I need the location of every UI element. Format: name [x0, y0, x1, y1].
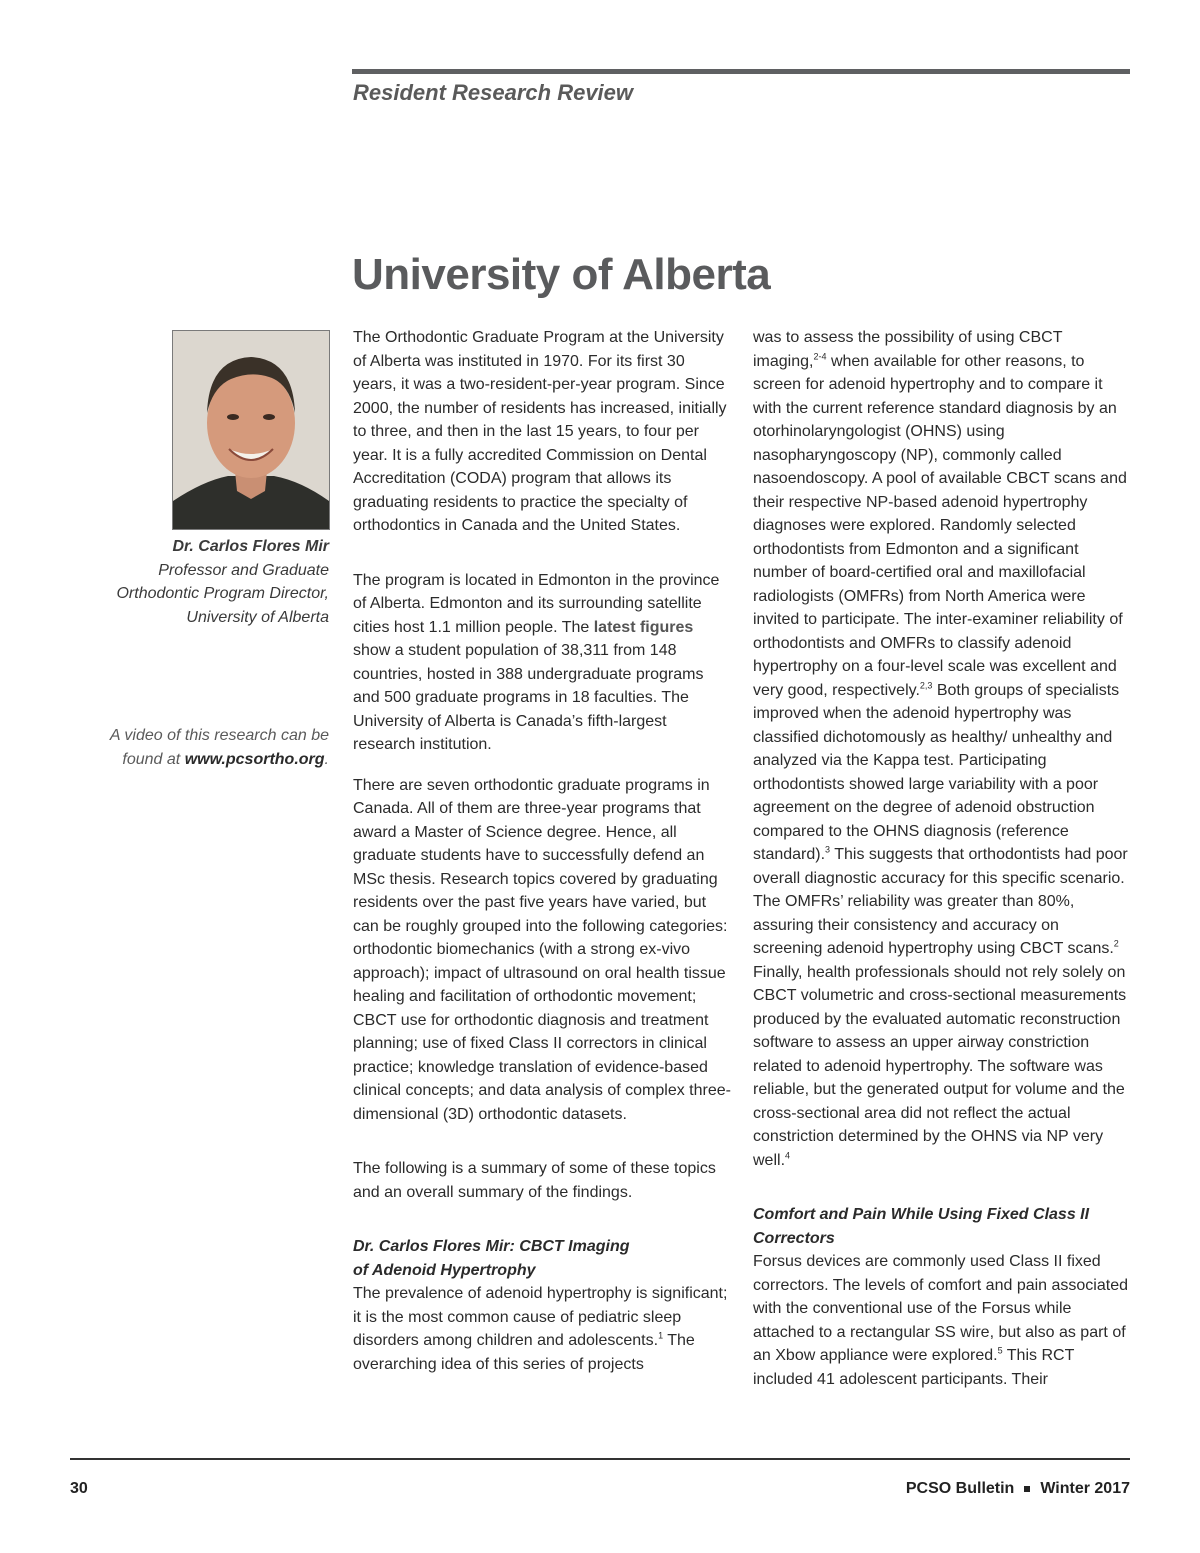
caption-role-line3: University of Alberta	[186, 608, 329, 626]
reference-2-4: 2-4	[813, 351, 827, 362]
paragraph-prevalence-text-b: The overarching idea of this series of projects	[353, 1332, 695, 1373]
cbct-text-d: This suggests that orthodontists had poor overall diagnostic accuracy for this specific scenario. The OMFRs’ reliability was greater than 80%, assuring their consistency and accuracy on screening adenoid hypertrophy using CBCT scans.	[753, 846, 1128, 957]
page-title: University of Alberta	[352, 250, 771, 299]
reference-2-3: 2,3	[919, 680, 933, 691]
portrait-photo-icon	[173, 331, 329, 529]
video-link[interactable]: www.pcsortho.org	[184, 750, 325, 768]
video-note	[69, 724, 329, 771]
paragraph-forsus	[753, 1250, 1131, 1391]
paragraph-programs: There are seven orthodontic graduate programs in Canada. All of them are three-year programs that award a Master of Science degree. Hence, all graduate students have to successfully defend an MSc thesis. Research topics covered by graduating residents over the past five years have varied, but can be roughly grouped into the following categories: orthodontic biomechanics (with a strong ex-vivo approach); impact of ultrasound on oral health tissue healing and facilitation of orthodontic movement; CBCT use for orthodontic diagnosis and treatment planning; use of fixed Class II correctors in clinical practice; knowledge translation of evidence-based clinical concepts; and data analysis of complex three-dimensional (3D) orthodontic datasets.	[353, 776, 731, 1123]
video-note-end: .	[324, 750, 329, 768]
cbct-text-b: when available for other reasons, to screen for adenoid hypertrophy and to compare it with the current reference standard diagnosis by an otorhinolaryngologist (OHNS) using nasopharyngoscopy (NP), commonly called nasoendoscopy. A pool of available CBCT scans and their respective NP-based adenoid hypertrophy diagnoses were explored. Randomly selected orthodontists from Edmonton and a significant number of board-certified oral and maxillofacial radiologists (OMFRs) from North America were invited to participate. The inter-examiner reliability of orthodontists and OMFRs to classify adenoid hypertrophy on a four-level scale was excellent and very good, respectively.	[753, 352, 1127, 699]
article-column-left	[353, 326, 731, 1376]
photo-caption	[69, 535, 329, 629]
subheading-comfort-line2: Correctors	[753, 1229, 835, 1247]
cbct-text-c: Both groups of specialists improved when the adenoid hypertrophy was classified dichotomously as healthy/ unhealthy and analyzed via the Kappa test. Participating orthodontists showed large variability with a poor agreement on the degree of adenoid obstruction compared to the OHNS diagnosis (reference standard).	[753, 681, 1120, 863]
subheading-cbct-line1: Dr. Carlos Flores Mir: CBCT Imaging	[353, 1238, 630, 1255]
caption-role-line2: Orthodontic Program Director,	[116, 585, 329, 602]
paragraph-prevalence	[353, 1282, 731, 1376]
article-column-right	[753, 326, 1131, 1391]
cbct-text-e: Finally, health professionals should not rely solely on CBCT volumetric and cross-sectional measurements produced by the evaluated automatic reconstruction software to assess an upper airway constriction related to adenoid hypertrophy. The software was reliable, but the generated output for volume and the cross-sectional area did not reflect the actual constriction determined by the OHNS via NP very well.	[753, 963, 1127, 1169]
paragraph-cbct-study	[753, 326, 1131, 1172]
paragraph-location-text-b: show a student population of 38,311 from 148 countries, hosted in 388 undergraduate programs and 500 graduate programs in 18 faculties. The University of Alberta is Canada’s fifth-largest research institution.	[353, 642, 704, 753]
section-title: Resident Research Review	[353, 80, 634, 105]
subheading-cbct-line2: of Adenoid Hypertrophy	[353, 1261, 536, 1279]
caption-role-line1: Professor and Graduate	[158, 561, 329, 579]
paragraph-location	[353, 569, 731, 757]
caption-name: Dr. Carlos Flores Mir	[172, 538, 329, 555]
video-note-line2	[69, 748, 329, 772]
reference-1: 1	[658, 1330, 664, 1341]
reference-3: 3	[825, 844, 831, 855]
reference-2: 2	[1113, 938, 1119, 949]
paragraph-location-text-a: The program is located in Edmonton in the province of Alberta. Edmonton and its surrounding satellite cities host 1.1 million people. The	[353, 571, 720, 636]
paragraph-summary-intro: The following is a summary of some of these topics and an overall summary of the findings.	[353, 1160, 716, 1201]
forsus-text-b: This RCT included 41 adolescent participants. Their	[753, 1347, 1075, 1388]
cbct-text-a: was to assess the possibility of using CBCT imaging,	[753, 329, 1063, 370]
reference-4: 4	[785, 1150, 791, 1161]
separator-square-icon	[1024, 1486, 1030, 1492]
forsus-text-a: Forsus devices are commonly used Class II fixed correctors. The levels of comfort and pain associated with the conventional use of the Forsus while attached to a rectangular SS wire, but also as part of an Xbow appliance were explored.	[753, 1253, 1128, 1364]
footer-publication	[906, 1480, 1130, 1498]
header-rule	[352, 69, 1130, 74]
page-number: 30	[70, 1480, 88, 1497]
publication-name: PCSO Bulletin	[905, 1480, 1015, 1497]
subheading-comfort-line1: Comfort and Pain While Using Fixed Class II	[753, 1206, 1090, 1223]
paragraph-prevalence-text: The prevalence of adenoid hypertrophy is significant; it is the most common cause of pediatric sleep disorders among children and adolescents.	[353, 1285, 728, 1349]
video-note-line1: A video of this research can be	[109, 727, 329, 744]
latest-figures-link[interactable]: latest figures	[593, 618, 694, 636]
author-photo	[172, 330, 330, 530]
footer-rule	[70, 1458, 1130, 1460]
reference-5: 5	[997, 1345, 1003, 1356]
video-note-prefix: found at	[122, 750, 185, 768]
issue-name: Winter 2017	[1040, 1480, 1130, 1497]
paragraph-program-history: The Orthodontic Graduate Program at the University of Alberta was instituted in 1970. For its first 30 years, it was a two-resident-per-year program. Since 2000, the number of residents has increased, initially to three, and then in the last 15 years, to four per year. It is a fully accredited Commission on Dental Accreditation (CODA) program that allows its graduating residents to practice the specialty of orthodontics in Canada and the United States.	[353, 329, 727, 534]
